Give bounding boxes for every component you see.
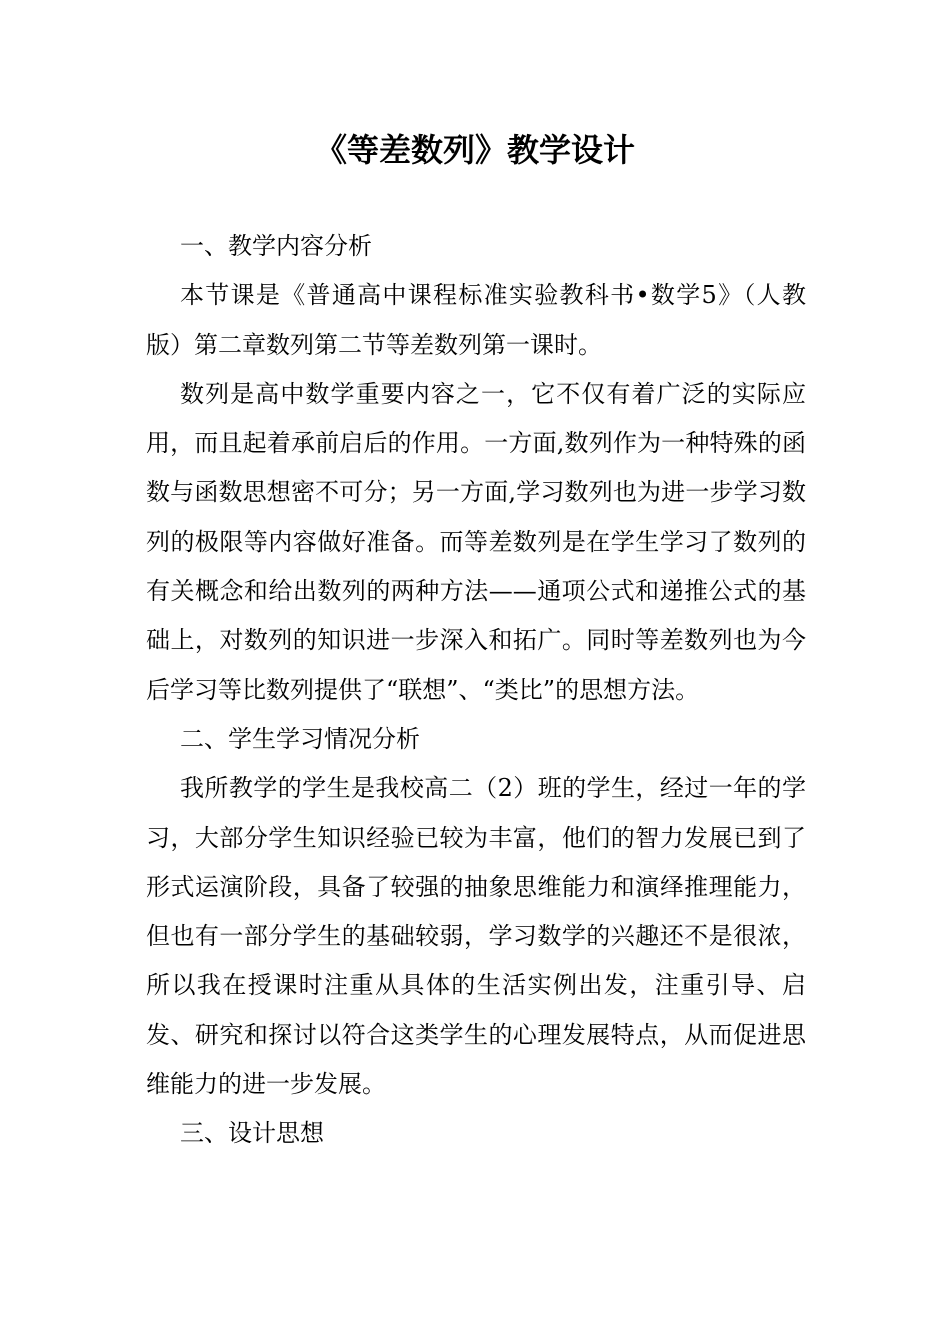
section-heading-design-idea: 三、设计思想 [180,1119,324,1148]
paragraph: 数列是高中数学重要内容之一，它不仅有着广泛的实际应用，而且起着承前启后的作用。一方面,数列作为一种特殊的函数与函数思想密不可分；另一方面,学习数列也为进一步学习数列的极限等内容做好准备。而等差数列是在学生学习了数列的有关概念和给出数列的两种方法——通项公式和递推公式的基础上，对数列的知识进一步深入和拓广。同时等差数列也为今后学习等比数列提供了“联想”、“类比”的思想方法。 [146,379,806,704]
section-heading-content-analysis: 一、教学内容分析 [180,232,372,260]
paragraph: 我所教学的学生是我校高二（2）班的学生，经过一年的学习，大部分学生知识经验已较为丰富，他们的智力发展已到了形式运演阶段，具备了较强的抽象思维能力和演绎推理能力，但也有一部分学生的基础较弱，学习数学的兴趣还不是很浓，所以我在授课时注重从具体的生活实例出发，注重引导、启发、研究和探讨以符合这类学生的心理发展特点，从而促进思维能力的进一步发展。 [146,774,806,1099]
document-body [146,222,806,1159]
paragraph: 本节课是《普通高中课程标准实验教科书•数学5》（人教版）第二章数列第二节等差数列第一课时。 [146,281,806,359]
section-heading-student-analysis: 二、学生学习情况分析 [180,724,420,753]
document-title: 《等差数列》教学设计 [314,131,635,169]
